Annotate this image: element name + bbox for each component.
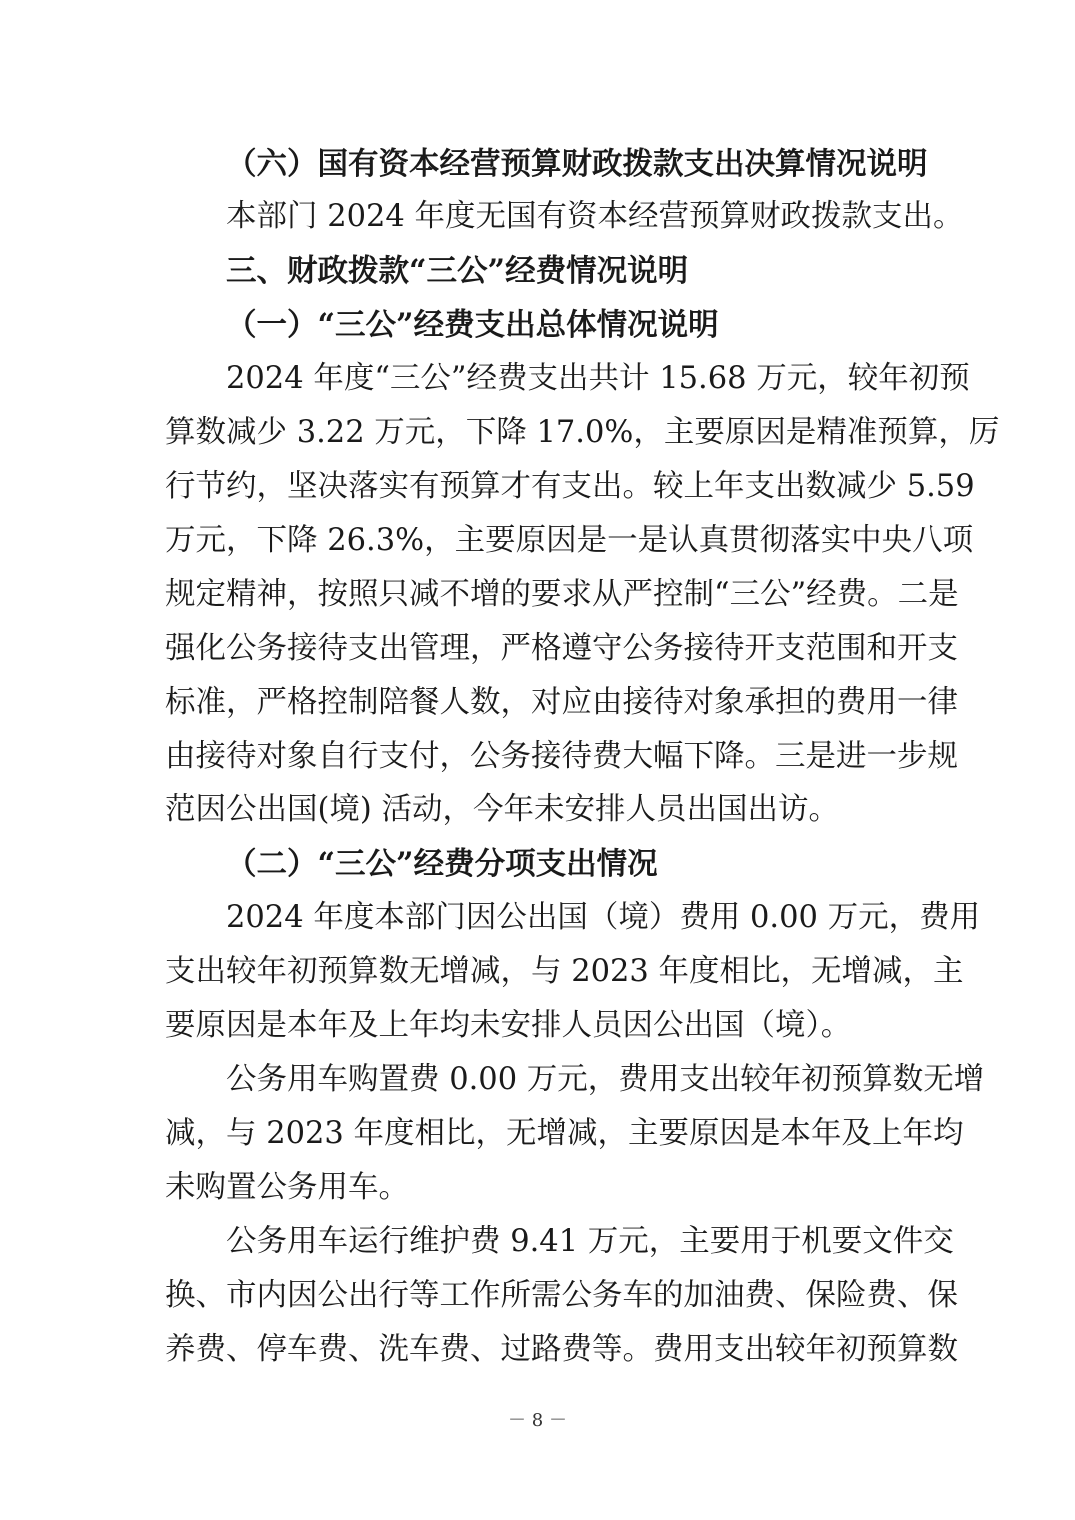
paragraph-line: 本部门 2024 年度无国有资本经营预算财政拨款支出。 xyxy=(226,199,964,234)
paragraph-line: 养费、停车费、洗车费、过路费等。费用支出较年初预算数 xyxy=(165,1332,958,1367)
section-heading-1: （一）“三公”经费支出总体情况说明 xyxy=(226,307,719,343)
section-heading-2: （二）“三公”经费分项支出情况 xyxy=(226,846,658,882)
paragraph-line: 未购置公务用车。 xyxy=(165,1170,409,1205)
page-number: － 8 － xyxy=(508,1410,567,1431)
paragraph-line: 要原因是本年及上年均未安排人员因公出国（境）。 xyxy=(165,1008,852,1043)
paragraph-line: 公务用车购置费 0.00 万元，费用支出较年初预算数无增 xyxy=(226,1062,985,1097)
paragraph-line: 万元，下降 26.3%，主要原因是一是认真贯彻落实中央八项 xyxy=(165,523,974,558)
paragraph-line: 支出较年初预算数无增减，与 2023 年度相比，无增减，主 xyxy=(165,954,964,989)
paragraph-line: 标准，严格控制陪餐人数，对应由接待对象承担的费用一律 xyxy=(165,685,958,720)
paragraph-line: 2024 年度本部门因公出国（境）费用 0.00 万元，费用 xyxy=(226,900,981,935)
paragraph-line: 2024 年度“三公”经费支出共计 15.68 万元，较年初预 xyxy=(226,361,970,396)
chapter-heading-3: 三、财政拨款“三公”经费情况说明 xyxy=(226,253,689,289)
section-heading-6: （六）国有资本经营预算财政拨款支出决算情况说明 xyxy=(226,146,928,182)
paragraph-line: 公务用车运行维护费 9.41 万元，主要用于机要文件交 xyxy=(226,1224,954,1259)
paragraph-line: 减，与 2023 年度相比，无增减，主要原因是本年及上年均 xyxy=(165,1116,964,1151)
paragraph-line: 算数减少 3.22 万元，下降 17.0%，主要原因是精准预算，厉 xyxy=(165,415,1000,450)
paragraph-line: 换、市内因公出行等工作所需公务车的加油费、保险费、保 xyxy=(165,1278,958,1313)
paragraph-line: 规定精神，按照只减不增的要求从严控制“三公”经费。二是 xyxy=(165,577,959,612)
paragraph-line: 由接待对象自行支付，公务接待费大幅下降。三是进一步规 xyxy=(165,739,958,774)
paragraph-line: 强化公务接待支出管理，严格遵守公务接待开支范围和开支 xyxy=(165,631,958,666)
paragraph-line: 范因公出国(境) 活动，今年未安排人员出国出访。 xyxy=(165,792,839,827)
paragraph-line: 行节约，坚决落实有预算才有支出。较上年支出数减少 5.59 xyxy=(165,469,975,504)
